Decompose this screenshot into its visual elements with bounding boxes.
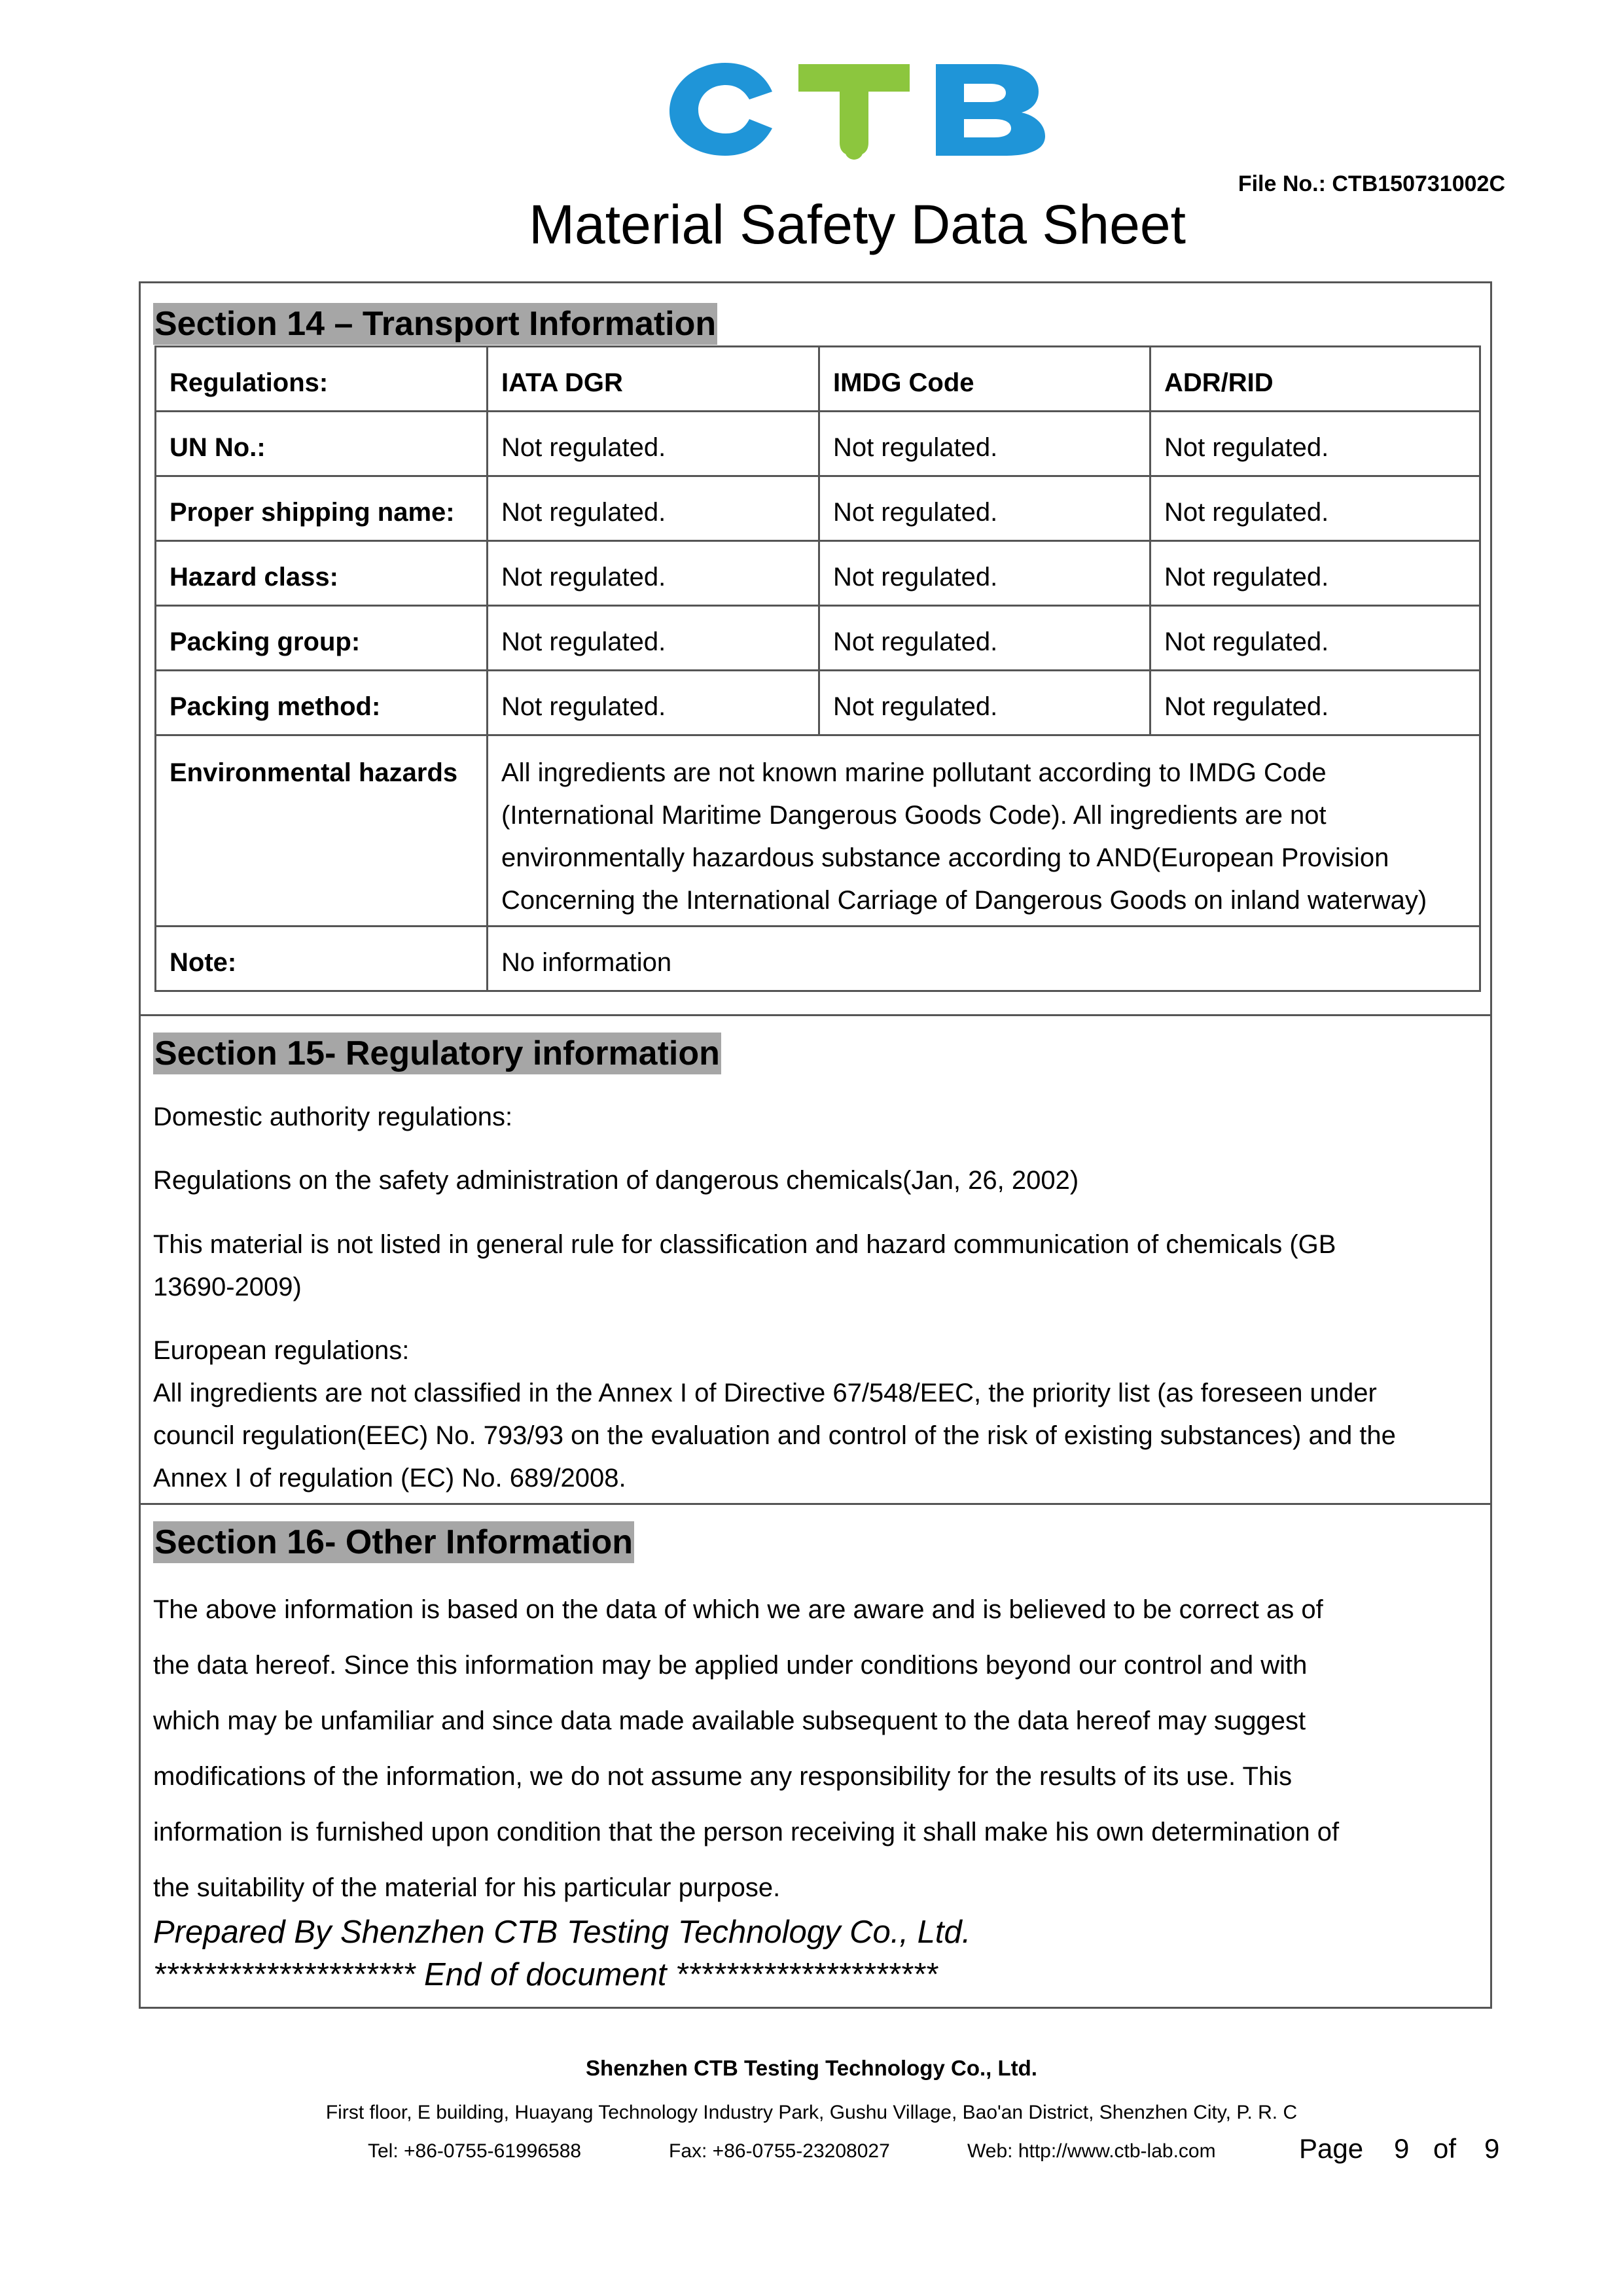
text-line: Annex I of regulation (EC) No. 689/2008. xyxy=(153,1464,626,1492)
table-cell: Not regulated. xyxy=(819,671,1150,735)
text-line: modifications of the information, we do not assume any responsibility for the results of its use. This xyxy=(153,1762,1293,1791)
european-regulations-label: European regulations: xyxy=(153,1336,410,1365)
text-line: (International Maritime Dangerous Goods Code). All ingredients are not xyxy=(501,801,1327,830)
row-label: Environmental hazards xyxy=(156,735,488,927)
table-cell: Not regulated. xyxy=(488,606,819,671)
table-row xyxy=(156,476,1480,541)
european-regulations xyxy=(153,1330,1462,1500)
table-row xyxy=(156,541,1480,606)
prepared-by: Prepared By Shenzhen CTB Testing Technology Co., Ltd. xyxy=(153,1915,971,1950)
table-row-environmental xyxy=(156,735,1480,927)
table-cell: Not regulated. xyxy=(1150,412,1480,476)
row-label: Packing method: xyxy=(156,671,488,735)
table-header-row xyxy=(156,347,1480,412)
text-line: which may be unfamiliar and since data made available subsequent to the data hereof may suggest xyxy=(153,1706,1306,1735)
domestic-regulations-label: Domestic authority regulations: xyxy=(153,1103,513,1131)
footer-company: Shenzhen CTB Testing Technology Co., Ltd. xyxy=(586,2056,1037,2080)
table-cell: No information xyxy=(488,927,1480,991)
file-number: File No.: CTB150731002C xyxy=(1238,171,1505,196)
text-line: 13690-2009) xyxy=(153,1273,302,1301)
table-cell: Not regulated. xyxy=(819,476,1150,541)
disclaimer-text xyxy=(153,1582,1462,1916)
text-line: All ingredients are not classified in the Annex I of Directive 67/548/EEC, the priority list (as foreseen under xyxy=(153,1379,1377,1407)
section-divider xyxy=(139,1014,1492,1016)
table-cell: Not regulated. xyxy=(488,541,819,606)
table-cell: Not regulated. xyxy=(819,541,1150,606)
text-line: environmentally hazardous substance according to AND(European Provision xyxy=(501,843,1389,872)
footer-address: First floor, E building, Huayang Technology Industry Park, Gushu Village, Bao'an District, Shenzhen City, P. R. C xyxy=(325,2102,1298,2123)
column-header: IMDG Code xyxy=(819,347,1150,412)
regulation-text: Regulations on the safety administration of dangerous chemicals(Jan, 26, 2002) xyxy=(153,1166,1079,1195)
transport-table xyxy=(154,345,1481,992)
end-of-document: ********************* End of document ********************* xyxy=(153,1957,938,1992)
row-label: UN No.: xyxy=(156,412,488,476)
text-line: council regulation(EEC) No. 793/93 on the evaluation and control of the risk of existing substances) and the xyxy=(153,1421,1396,1450)
column-header: IATA DGR xyxy=(488,347,819,412)
page-number: 9 xyxy=(1394,2133,1410,2164)
text-line: This material is not listed in general rule for classification and hazard communication of chemicals (GB xyxy=(153,1230,1336,1259)
table-row xyxy=(156,412,1480,476)
document-title: Material Safety Data Sheet xyxy=(529,194,1186,255)
page-label: Page xyxy=(1299,2133,1364,2164)
row-label: Note: xyxy=(156,927,488,991)
footer-web: Web: http://www.ctb-lab.com xyxy=(967,2140,1216,2162)
table-cell: Not regulated. xyxy=(488,476,819,541)
table-cell: Not regulated. xyxy=(1150,541,1480,606)
text-line: All ingredients are not known marine pollutant according to IMDG Code xyxy=(501,758,1327,787)
table-cell: Not regulated. xyxy=(1150,671,1480,735)
gb-standard-text xyxy=(153,1224,1462,1309)
page-total: 9 xyxy=(1484,2133,1500,2164)
table-cell: Not regulated. xyxy=(488,412,819,476)
footer-fax: Fax: +86-0755-23208027 xyxy=(669,2140,890,2162)
text-line: the data hereof. Since this information may be applied under conditions beyond our control and with xyxy=(153,1651,1308,1680)
row-label: Packing group: xyxy=(156,606,488,671)
text-line: information is furnished upon condition that the person receiving it shall make his own determination of xyxy=(153,1818,1340,1846)
table-row-note xyxy=(156,927,1480,991)
table-cell: Not regulated. xyxy=(819,606,1150,671)
text-line: the suitability of the material for his particular purpose. xyxy=(153,1873,781,1902)
table-cell: Not regulated. xyxy=(1150,476,1480,541)
column-header: ADR/RID xyxy=(1150,347,1480,412)
of-label: of xyxy=(1433,2133,1457,2164)
column-header: Regulations: xyxy=(156,347,488,412)
table-cell: Not regulated. xyxy=(1150,606,1480,671)
row-label: Hazard class: xyxy=(156,541,488,606)
row-label: Proper shipping name: xyxy=(156,476,488,541)
text-line: Concerning the International Carriage of Dangerous Goods on inland waterway) xyxy=(501,886,1427,915)
footer-tel: Tel: +86-0755-61996588 xyxy=(368,2140,582,2162)
company-logo xyxy=(658,51,1057,162)
section-14-heading: Section 14 – Transport Information xyxy=(153,303,717,345)
environmental-text xyxy=(488,735,1480,927)
table-cell: Not regulated. xyxy=(819,412,1150,476)
table-row xyxy=(156,606,1480,671)
section-divider xyxy=(139,1503,1492,1505)
section-15-heading: Section 15- Regulatory information xyxy=(153,1033,721,1074)
table-cell: Not regulated. xyxy=(488,671,819,735)
ctb-logo-graphic xyxy=(658,51,1057,162)
text-line: The above information is based on the data of which we are aware and is believed to be correct as of xyxy=(153,1595,1323,1624)
table-row xyxy=(156,671,1480,735)
section-16-heading: Section 16- Other Information xyxy=(153,1521,634,1563)
